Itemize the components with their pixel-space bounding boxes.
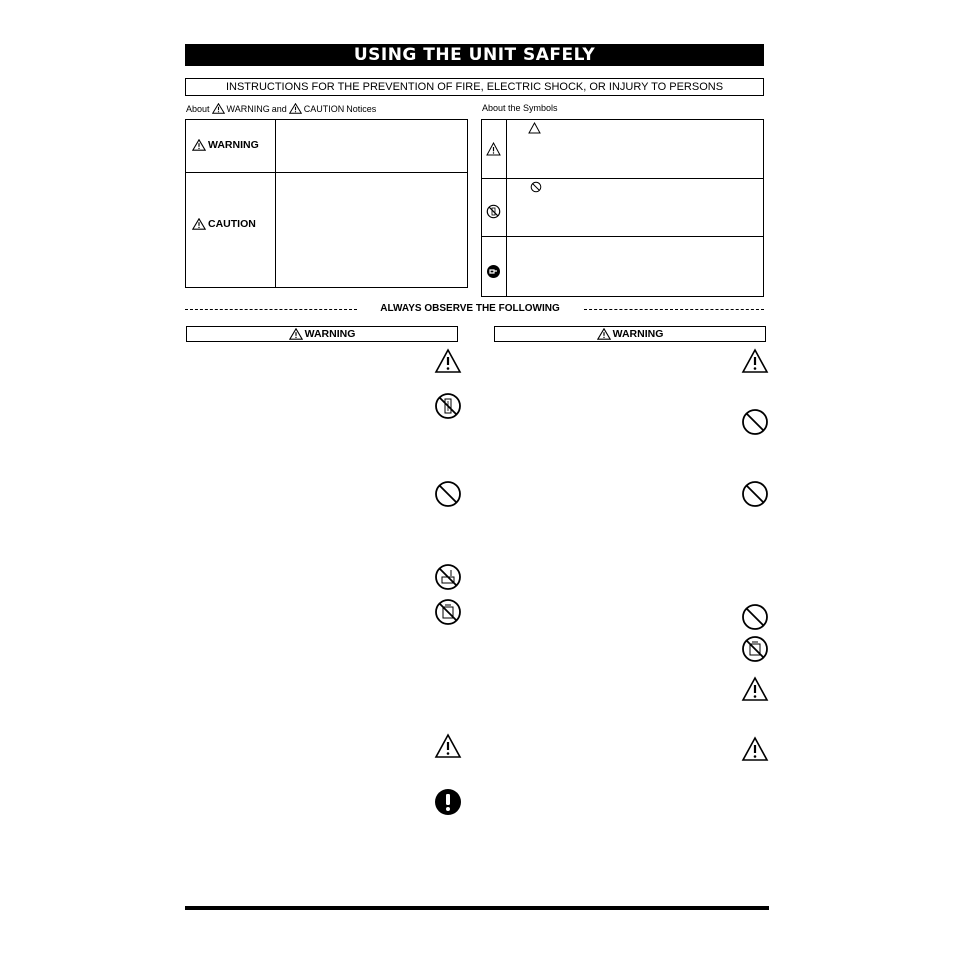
left-warning-header-text: WARNING [304,328,356,340]
about-prefix: About [186,103,210,114]
caution-triangle-icon [741,736,769,762]
prohibition-icon [741,408,769,436]
prohibition-icon [741,603,769,631]
mandatory-action-icon [434,788,462,816]
symbols-table [481,119,764,297]
warning-triangle-icon [212,103,225,114]
do-not-disassemble-icon [434,392,462,420]
dashed-divider [584,309,764,310]
caution-triangle-icon [192,218,206,230]
caution-triangle-icon [434,733,462,759]
notice-table-column-divider [275,119,276,288]
unplug-icon [486,264,501,279]
about-suffix: Notices [346,103,377,114]
right-warning-header [494,326,766,342]
caution-triangle-icon [289,103,302,114]
caution-triangle-icon [741,348,769,374]
caution-triangle-icon [741,676,769,702]
left-warning-header [186,326,458,342]
instructions-heading: INSTRUCTIONS FOR THE PREVENTION OF FIRE, ELECTRIC SHOCK, OR INJURY TO PERSONS [185,78,764,96]
warning-triangle-icon [597,328,611,340]
warning-notice-text: WARNING [208,139,259,151]
always-observe-heading: ALWAYS OBSERVE THE FOLLOWING [380,303,560,314]
prohibition-icon [434,480,462,508]
prohibition-icon [741,480,769,508]
about-caution: CAUTION [303,103,345,114]
symbols-table-row-divider [481,236,764,237]
do-not-use-near-water-icon [434,563,462,591]
prohibition-icon [530,181,542,193]
do-not-place-container-icon [434,598,462,626]
caution-triangle-icon [434,348,462,374]
about-and: and [271,103,287,114]
symbols-table-row-divider [481,178,764,179]
do-not-disassemble-icon [486,204,501,219]
triangle-icon [528,122,541,134]
warning-triangle-icon [192,139,206,151]
symbols-table-column-divider [506,119,507,297]
about-warning: WARNING [226,103,270,114]
bottom-rule [185,906,769,910]
do-not-place-container-icon [741,635,769,663]
caution-triangle-icon [486,142,501,156]
warning-triangle-icon [289,328,303,340]
page-title: USING THE UNIT SAFELY [185,44,764,66]
warning-notice-label [192,139,259,151]
right-warning-header-text: WARNING [612,328,664,340]
caution-notice-label [192,218,256,230]
about-notices-label [186,103,376,114]
dashed-divider [185,309,357,310]
about-symbols-label: About the Symbols [482,103,558,113]
caution-notice-text: CAUTION [208,218,256,230]
